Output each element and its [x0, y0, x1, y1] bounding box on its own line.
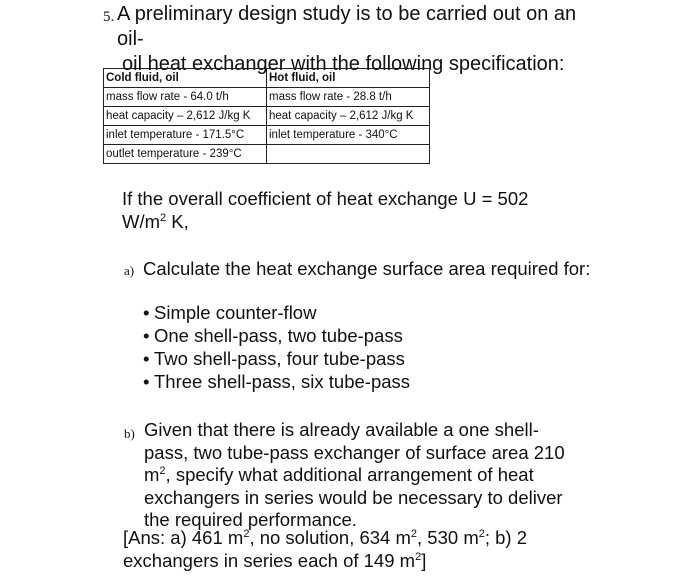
- specification-table: [103, 68, 430, 164]
- list-item: • One shell-pass, two tube-pass: [143, 325, 403, 346]
- table-cell: inlet temperature - 171.5°C: [104, 126, 267, 145]
- part-b-label: b): [124, 426, 135, 441]
- part-a-text: Calculate the heat exchange surface area required for:: [143, 258, 591, 279]
- part-a-label: a): [124, 263, 135, 278]
- intro-line-2: oil heat exchanger with the following specification:: [122, 53, 565, 75]
- part-a-method-list: [143, 301, 410, 393]
- list-item: • Three shell-pass, six tube-pass: [143, 371, 411, 392]
- table-row: [104, 145, 430, 164]
- bullet-icon: •: [143, 348, 150, 369]
- bullet-icon: •: [143, 371, 150, 392]
- table-cell: heat capacity – 2,612 J/kg K: [104, 107, 267, 126]
- part-b-line: Given that there is already available a one shell-: [144, 419, 539, 440]
- part-b-text: [144, 419, 598, 532]
- list-item: • Simple counter-flow: [143, 302, 317, 323]
- question-number: 5.: [103, 9, 115, 25]
- table-cell: outlet temperature - 239°C: [104, 145, 267, 164]
- table-cell: [267, 145, 430, 164]
- answer-text: [123, 527, 599, 572]
- header-hot-fluid: Hot fluid, oil: [267, 69, 430, 88]
- bullet-icon: •: [143, 325, 150, 346]
- bullet-icon: •: [143, 302, 150, 323]
- table-row: [104, 88, 430, 107]
- question-intro: [117, 2, 607, 77]
- table-row: [104, 126, 430, 145]
- answer-line-1: [Ans: a) 461 $m^2$, no solution, 634 $m^2$, 530 $m^2$; b) 2: [123, 527, 528, 548]
- coefficient-statement: [122, 187, 598, 233]
- coefficient-unit: $W/m^2$ K,: [122, 211, 189, 232]
- table-cell: mass flow rate - 28.8 t/h: [267, 88, 430, 107]
- coefficient-line-1: If the overall coefficient of heat exchange U = 502: [122, 188, 529, 209]
- answer-line-2: exchangers in series each of 149 $m^2$]: [123, 549, 427, 571]
- table-header-row: [104, 69, 430, 88]
- table-cell: heat capacity – 2,612 J/kg K: [267, 107, 430, 126]
- part-b-line: exchangers in series would be necessary to deliver: [144, 486, 563, 508]
- list-item: • Two shell-pass, four tube-pass: [143, 348, 405, 369]
- part-b-line: $m^2$, specify what additional arrangement of heat: [144, 464, 534, 485]
- part-b-line: the required performance.: [144, 509, 357, 530]
- intro-line-1: A preliminary design study is to be carried out on an oil-: [117, 3, 577, 50]
- header-cold-fluid: Cold fluid, oil: [104, 69, 267, 88]
- table-row: [104, 107, 430, 126]
- table-cell: mass flow rate - 64.0 t/h: [104, 88, 267, 107]
- table-cell: inlet temperature - 340°C: [267, 126, 430, 145]
- part-b-line: pass, two tube-pass exchanger of surface area 210: [144, 441, 565, 463]
